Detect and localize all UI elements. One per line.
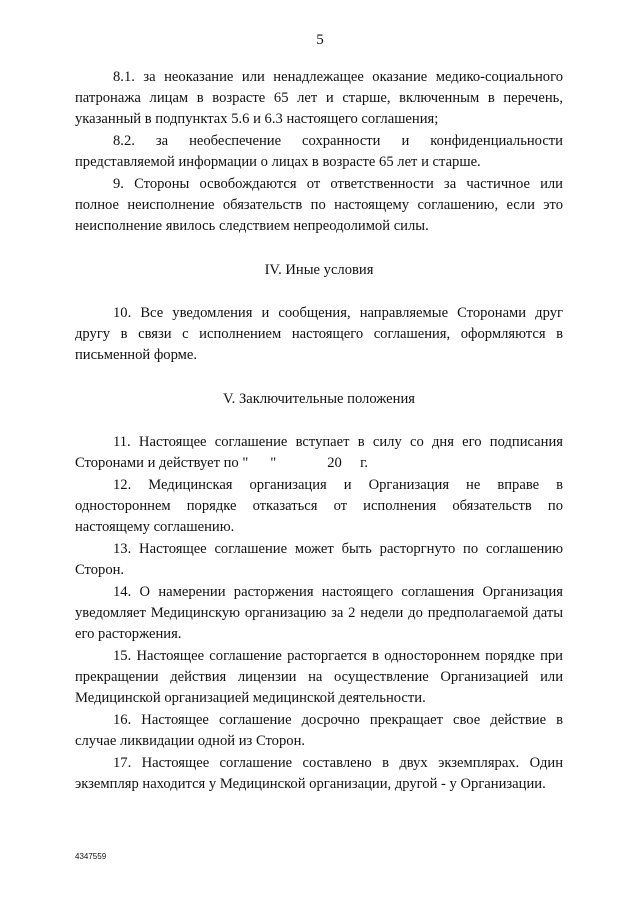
document-body [75,67,567,796]
clause-8-1: 8.1. за неоказание или ненадлежащее оказание медико-социального патронажа лицам в возрасте 65 лет и старше, включенным в перечень, указанный в подпунктах 5.6 и 6.3 настоящего соглашения; [75,69,563,127]
section-heading-other-terms: IV. Иные условия [264,262,374,278]
clause-14: 14. О намерении расторжения настоящего соглашения Организация уведомляет Медицинскую организацию за 2 недели до предполагаемой даты его расторжения. [75,584,563,642]
clause-8-2: 8.2. за необеспечение сохранности и конфиденциальности представляемой информации о лицах в возрасте 65 лет и старше. [75,133,563,170]
clause-12: 12. Медицинская организация и Организация не вправе в одностороннем порядке отказаться от исполнения обязательств по настоящему соглашению. [75,477,563,535]
clause-9: 9. Стороны освобождаются от ответственности за частичное или полное неисполнение обязательств по настоящему соглашению, если это неисполнение явилось следствием непреодолимой силы. [75,176,563,234]
page-number: 5 [316,32,324,48]
clause-17: 17. Настоящее соглашение составлено в двух экземплярах. Один экземпляр находится у Медицинской организации, другой - у Организации. [75,755,563,792]
clause-13: 13. Настоящее соглашение может быть расторгнуто по соглашению Сторон. [75,541,563,578]
section-heading-final-provisions: V. Заключительные положения [223,391,415,407]
document-code: 4347559 [75,852,107,861]
clause-15: 15. Настоящее соглашение расторгается в одностороннем порядке при прекращении действия лицензии на осуществление Организацией или Медицинской организацией медицинской деятельности. [75,648,563,706]
clause-10: 10. Все уведомления и сообщения, направляемые Сторонами друг другу в связи с исполнением настоящего соглашения, оформляются в письменной форме. [75,305,563,363]
clause-11: 11. Настоящее соглашение вступает в силу со дня его подписания Сторонами и действует по " " 20 г. [75,434,567,471]
clause-16: 16. Настоящее соглашение досрочно прекращает свое действие в случае ликвидации одной из Сторон. [75,712,563,749]
